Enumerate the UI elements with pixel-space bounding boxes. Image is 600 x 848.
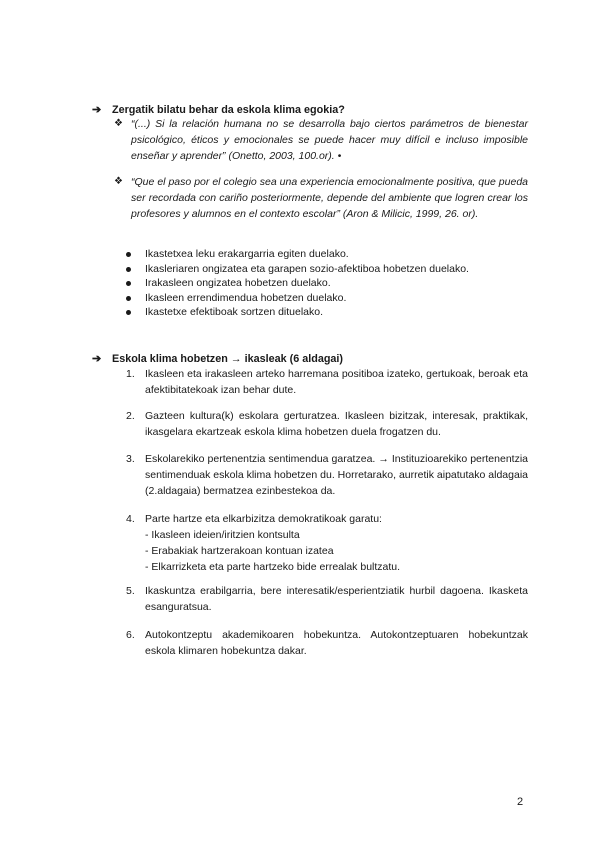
numbered-item-1: 1. Ikasleen eta irakasleen arteko harremana positiboa izateko, gertukoak, beroak eta afektibitatekoak izan behar dute. [126,368,528,396]
reasons-list [145,247,469,320]
quote-onetto: ❖ “(...) Si la relación humana no se desarrolla bajo ciertos parámetros de bienestar psicológico, éticos y emocionales se puede hacer muy difícil e incluso imposible enseñar y aprender” (Onetto, 2003, 100.or). • [114,118,528,162]
quote-aron-milicic: ❖ “Que el paso por el colegio sea una experiencia emocionalmente positiva, que pueda ser recordada con cariño posteriormente, depende del ambiente que logren crear los profesores y alumnos en el contexto escolar” (Aron & Milicic, 1999, 26. or). [114,176,528,220]
list-item: Ikastetxe efektiboak sortzen dituelako. [145,305,469,320]
list-item: Ikastetxea leku erakargarria egiten duelako. [145,247,469,262]
bullet-icon [126,281,131,286]
section-heading-why: ➔ Zergatik bilatu behar da eskola klima egokia? [92,104,345,116]
numbered-item-4: 4. Parte hartze eta elkarbizitza demokratikoak garatu: - Ikasleen ideien/iritzien kontsulta - Erabakiak hartzerakoan kontuan izatea - Elkarrizketa eta parte hartzeko bide errealak bultzatu. [145,511,528,575]
arrow-icon: ➔ [92,353,102,365]
diamond-bullet-icon: ❖ [114,176,123,187]
bullet-icon [126,252,131,257]
bullet-icon [126,267,131,272]
bullet-icon [126,296,131,301]
numbered-item-2: 2. Gazteen kultura(k) eskolara gerturatzea. Ikasleen bizitzak, interesak, praktikak, ikasgelara ekartzeak eskola klima hobetzen duela frogatzen du. [126,410,528,438]
page-number: 2 [517,796,524,808]
list-item: Ikasleen errendimendua hobetzen duelako. [145,291,469,306]
section-heading-variables: ➔ Eskola klima hobetzen → ikasleak (6 aldagai) [92,353,344,365]
arrow-icon: ➔ [92,104,102,116]
diamond-bullet-icon: ❖ [114,118,123,129]
numbered-item-3: 3. Eskolarekiko pertenentzia sentimendua garatzea. → Instituzioarekiko pertenentzia sentimenduak eskola klima hobetzen du. Horretarako, aurretik aipatutako aldagaia (2.aldagaia) bermatzea ezinbestekoa da. [126,453,528,497]
list-item: Ikasleriaren ongizatea eta garapen sozio-afektiboa hobetzen duelako. [145,262,469,277]
numbered-item-6: 6. Autokontzeptu akademikoaren hobekuntza. Autokontzeptuaren hobekuntzak eskola klimaren hobekuntza dakar. [126,629,528,657]
numbered-item-5: 5. Ikaskuntza erabilgarria, bere interesatik/esperientziatik hurbil dagoena. Ikasketa esanguratsua. [126,585,528,613]
sub-item: - Erabakiak hartzerakoan kontuan izatea [145,545,334,557]
sub-item: - Ikasleen ideien/iritzien kontsulta [145,529,300,541]
bullet-icon [126,310,131,315]
list-item: Irakasleen ongizatea hobetzen duelako. [145,276,469,291]
sub-item: - Elkarrizketa eta parte hartzeko bide errealak bultzatu. [145,561,401,573]
